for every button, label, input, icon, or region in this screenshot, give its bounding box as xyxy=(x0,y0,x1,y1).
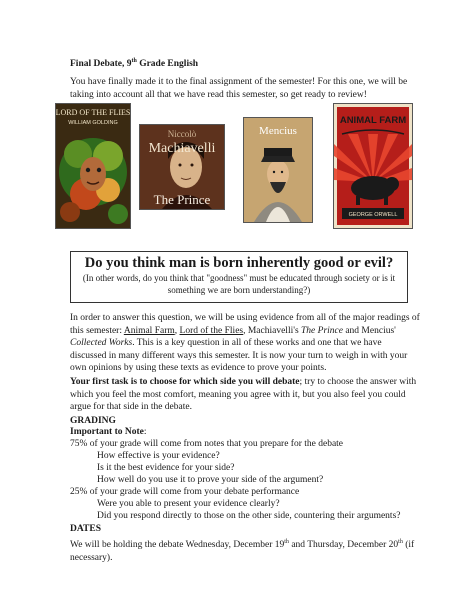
dates-heading: DATES xyxy=(70,524,101,534)
grading-line: How well do you use it to prove your side of the argument? xyxy=(97,475,324,485)
evidence-paragraph: In order to answer this question, we will be using evidence from all of the major readings of this semester: Animal Farm, Lord of the Flies, Machiavelli's The Prince and Mencius' Collected Works. This is a key question in all of these works and one that we have discussed in many different ways this semester. It is now your turn to weigh in with your own opinions by using these texts as evidence to prove your points. xyxy=(70,313,420,373)
cover-animal-farm xyxy=(334,104,412,228)
grading-line: 75% of your grade will come from notes that you prepare for the debate xyxy=(70,439,344,449)
grading-line: Did you respond directly to those on the other side, countering their arguments? xyxy=(97,511,401,521)
document-title: Final Debate, 9th Grade English xyxy=(70,58,199,70)
dates-paragraph: We will be holding the debate Wednesday, December 19th and Thursday, December 20th (if necessary). xyxy=(70,539,415,563)
cover-title-mencius: Mencius xyxy=(259,125,297,137)
cover-the-prince xyxy=(140,125,224,209)
grading-line: How effective is your evidence? xyxy=(97,451,220,461)
cover-title-lotf: LORD OF THE FLIES xyxy=(56,108,130,117)
link-lord-of-the-flies: Lord of the Flies xyxy=(179,325,244,336)
cover-author-lotf: WILLIAM GOLDING xyxy=(68,120,118,126)
cover-author-animal-farm: GEORGE ORWELL xyxy=(348,212,398,218)
first-task-paragraph: Your first task is to choose for which side you will debate; try to choose the answer with which you feel the most comfort, meaning you agree with it, but you also feel you could argue for that side in the debate. xyxy=(70,377,417,412)
question-heading: Do you think man is born inherently good or evil? xyxy=(84,255,394,271)
link-animal-farm: Animal Farm xyxy=(123,325,175,336)
grading-line: Is it the best evidence for your side? xyxy=(97,463,235,473)
intro-paragraph: You have finally made it to the final assignment of the semester! For this one, we will be taking into account all that we have read this semester, so get ready to review! xyxy=(70,77,408,100)
cover-title-prince: Machiavelli xyxy=(148,141,216,156)
grading-line: 25% of your grade will come from your debate performance xyxy=(70,487,300,497)
cover-title-animal-farm: ANIMAL FARM xyxy=(339,115,407,126)
question-subtext: (In other words, do you think that "goodness" must be educated through society or is it something we are born understanding?) xyxy=(82,273,396,295)
cover-mencius xyxy=(244,118,312,222)
grading-line: Were you able to present your evidence clearly? xyxy=(97,499,280,509)
cover-sub-prince: The Prince xyxy=(153,192,211,207)
cover-top-prince: Niccolò xyxy=(167,129,197,139)
cover-lord-of-the-flies xyxy=(56,104,130,228)
grading-heading: GRADING xyxy=(70,416,116,426)
important-note-label: Important to Note: xyxy=(70,427,147,437)
question-box xyxy=(70,251,408,303)
